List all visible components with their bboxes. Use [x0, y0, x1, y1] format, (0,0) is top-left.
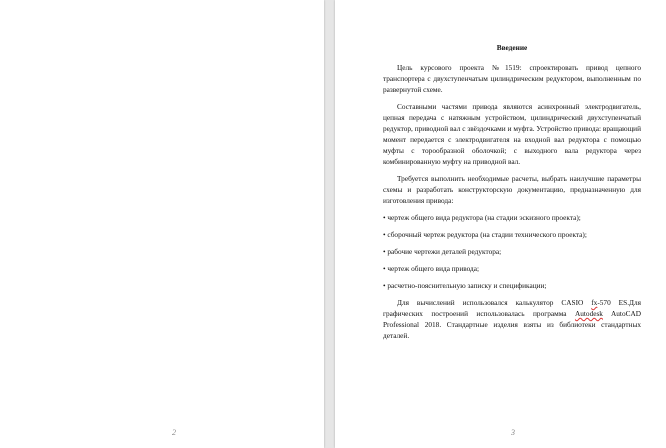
document-page-3 — [335, 0, 666, 448]
spellcheck-word[interactable]: Autodesk — [574, 309, 603, 318]
paragraph-components: Составными частями привода являются асинхронный электродвигатель, цепная передача с натяжным устройством, цилиндрический двухступенчатый редуктор, приводной вал с звёздочками и муфта. Устройство привода: вращающий момент передается с электродвигателя на входной вал редуктора с помощью муфты с торообразной оболочкой; с выходного вала редуктора через комбинированную муфту на приводной вал. — [383, 102, 641, 166]
bullet-item: • сборочный чертеж редуктора (на стадии технического проекта); — [383, 230, 587, 239]
text-run: -570 ES.Для графических построений использовалась программа — [383, 298, 641, 318]
text-run: Для вычислений использовался калькулятор CASIO — [397, 298, 592, 307]
section-title: Введение — [496, 43, 528, 52]
page-content — [383, 42, 641, 347]
page-number: 2 — [172, 428, 176, 437]
paragraph-requirements: Требуется выполнить необходимые расчеты, выбрать наилучшие параметры схемы и разработать конструкторскую документацию, предназначенную для изготовления привода: — [383, 174, 641, 205]
spellcheck-word[interactable]: fx — [591, 298, 598, 307]
bullet-item: • рабочие чертежи деталей редуктора; — [383, 247, 502, 256]
paragraph-tools — [383, 297, 641, 341]
bullet-item: • чертеж общего вида редуктора (на стадии эскизного проекта); — [383, 213, 581, 222]
paragraph-goal: Цель курсового проекта №1519: спроектировать привод цепного транспортера с двухступенчатым цилиндрическим редуктором, выполненным по развернутой схеме. — [383, 63, 641, 94]
bullet-item: • чертеж общего вида привода; — [383, 264, 480, 273]
text-run: AutoCAD Professional 2018. Стандартные изделия взяты из библиотеки стандартных деталей. — [383, 309, 641, 340]
page-number: 3 — [511, 428, 515, 437]
bullet-item: • расчетно-пояснительную записку и спецификации; — [383, 281, 547, 290]
document-page-2 — [0, 0, 324, 448]
